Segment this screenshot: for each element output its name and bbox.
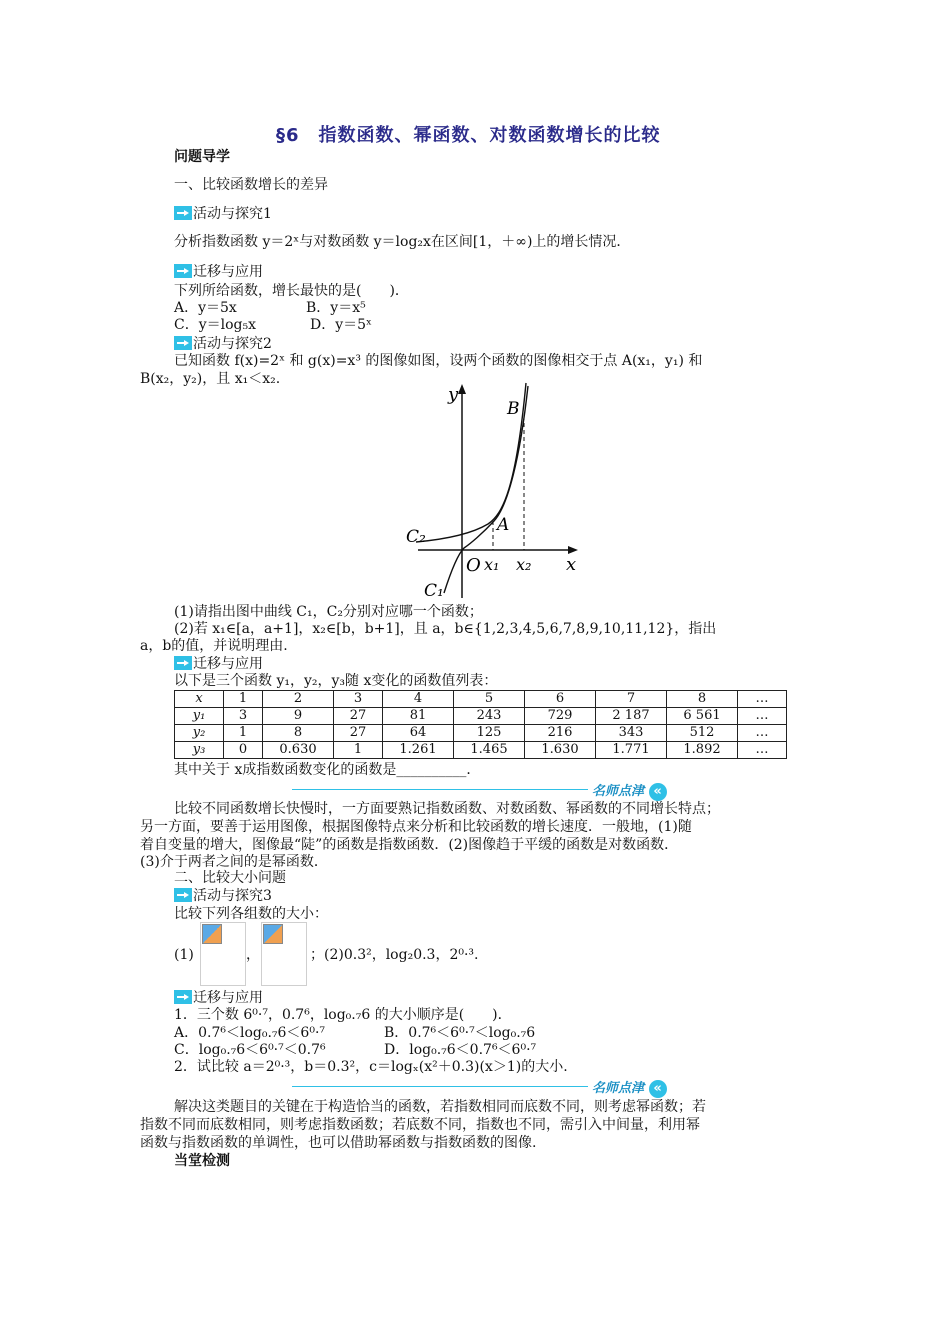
x-axis-label: x — [566, 554, 577, 575]
transfer3-q1: 1．三个数 6⁰·⁷，0.7⁶，log₀.₇6 的大小顺序是( )． — [174, 1007, 512, 1023]
table-cell: 125 — [454, 725, 525, 742]
table-cell: … — [738, 725, 787, 742]
transfer1-label: 迁移与应用 — [174, 264, 263, 280]
x-axis-arrow — [568, 546, 578, 554]
table-cell: 3 — [334, 691, 383, 708]
transfer3-q2: 2．试比较 a＝2⁰·³，b＝0.3²，c＝logₓ(x²＋0.3)(x＞1)的大小. — [174, 1059, 568, 1075]
table-cell: 1.892 — [667, 742, 738, 759]
tip1-line4: (3)介于两者之间的是幂函数． — [140, 854, 328, 870]
part2-heading: 二、比较大小问题 — [174, 870, 286, 886]
activity3-part2: ；(2)0.3²，log₂0.3，2⁰·³. — [310, 947, 479, 963]
origin-label: O — [466, 555, 481, 576]
transfer3-option-d: D．log₀.₇6＜0.7⁶＜6⁰·⁷ — [384, 1042, 537, 1058]
table-cell: y₁ — [175, 708, 224, 725]
table-cell: 5 — [454, 691, 525, 708]
broken-image-icon — [263, 924, 283, 944]
table-cell: x — [175, 691, 224, 708]
transfer3-option-c: C．log₀.₇6＜6⁰·⁷＜0.7⁶ — [174, 1042, 326, 1058]
point-b-label: B — [507, 399, 520, 419]
part1-heading: 一、比较函数增长的差异 — [174, 177, 328, 193]
table-cell: … — [738, 708, 787, 725]
table-cell: 81 — [383, 708, 454, 725]
tip1-line3: 着自变量的增大，图像最“陡”的函数是指数函数．(2)图像趋于平缓的函数是对数函数． — [140, 837, 679, 853]
tip2-line1: 解决这类题目的关键在于构造恰当的函数，若指数相同而底数不同，则考虑幂函数；若 — [174, 1099, 706, 1115]
activity3-text: 比较下列各组数的大小： — [174, 906, 328, 922]
tip-badge-2 — [592, 1077, 667, 1098]
transfer3-label: 迁移与应用 — [174, 990, 263, 1006]
c1-label: C₁ — [424, 581, 444, 601]
table-cell: 216 — [525, 725, 596, 742]
arrow-badge-icon — [174, 336, 192, 350]
tip1-line2: 另一方面，要善于运用图像，根据图像特点来分析和比较函数的增长速度．一般地，(1)随 — [140, 819, 692, 835]
table-cell: 1.630 — [525, 742, 596, 759]
activity2-q2b: a，b的值，并说明理由. — [140, 638, 288, 654]
table-cell: 27 — [334, 708, 383, 725]
table-cell: 4 — [383, 691, 454, 708]
tip-badge-text: 名师点津 — [592, 1081, 645, 1096]
y-axis-label: y — [448, 384, 459, 405]
table-cell: 1 — [334, 742, 383, 759]
table-cell: 512 — [667, 725, 738, 742]
table-cell: y₂ — [175, 725, 224, 742]
table-cell: 2 187 — [596, 708, 667, 725]
arrow-badge-icon — [174, 264, 192, 278]
activity2-q1: (1)请指出图中曲线 C₁，C₂分别对应哪一个函数； — [174, 604, 483, 620]
x1-label: x₁ — [484, 555, 500, 574]
tip1-line1: 比较不同函数增长快慢时，一方面要熟记指数函数、对数函数、幂函数的不同增长特点； — [174, 801, 720, 817]
table-cell: … — [738, 742, 787, 759]
chevron-icon: « — [649, 1080, 667, 1098]
table-cell: 1.771 — [596, 742, 667, 759]
activity3-comma: ， — [246, 947, 260, 963]
transfer1-option-a: A．y＝5x — [174, 300, 237, 316]
table-cell: 1.465 — [454, 742, 525, 759]
table-cell: 343 — [596, 725, 667, 742]
image-placeholder-1 — [200, 922, 246, 986]
table-cell: 1.261 — [383, 742, 454, 759]
table-cell: 1 — [224, 691, 263, 708]
activity2-label: 活动与探究2 — [174, 336, 272, 352]
table-cell: 64 — [383, 725, 454, 742]
values-table — [174, 690, 787, 759]
table-cell: 9 — [263, 708, 334, 725]
table-row — [175, 708, 787, 725]
tip-badge-1 — [592, 780, 667, 801]
transfer1-option-c: C．y＝log₅x — [174, 317, 256, 333]
activity2-line1: 已知函数 f(x)=2ˣ 和 g(x)=x³ 的图像如图，设两个函数的图像相交于点 A(x₁，y₁) 和 — [174, 353, 703, 369]
transfer2-after: 其中关于 x成指数函数变化的函数是__________． — [174, 762, 481, 778]
activity3-label: 活动与探究3 — [174, 888, 272, 904]
activity1-label: 活动与探究1 — [174, 206, 272, 222]
table-cell: y₃ — [175, 742, 224, 759]
activity2-line2: B(x₂，y₂)，且 x₁＜x₂. — [140, 371, 281, 387]
transfer2-intro: 以下是三个函数 y₁，y₂，y₃随 x变化的函数值列表： — [174, 673, 498, 689]
function-graph — [398, 378, 584, 602]
point-a-label: A — [497, 515, 510, 535]
transfer1-option-d: D．y＝5ˣ — [310, 317, 372, 333]
tip2-line3: 函数与指数函数的单调性，也可以借助幂函数与指数函数的图像. — [140, 1135, 537, 1151]
table-cell: 0.630 — [263, 742, 334, 759]
activity1-text: 分析指数函数 y＝2ˣ与对数函数 y＝log₂x在区间[1，＋∞)上的增长情况． — [174, 234, 631, 250]
y-axis-arrow — [458, 384, 466, 394]
table-cell: 6 561 — [667, 708, 738, 725]
image-placeholder-2 — [261, 922, 307, 986]
broken-image-icon — [202, 924, 222, 944]
table-cell: 1 — [224, 725, 263, 742]
table-cell: … — [738, 691, 787, 708]
arrow-badge-icon — [174, 656, 192, 670]
transfer1-question: 下列所给函数，增长最快的是( )． — [174, 283, 409, 299]
transfer3-option-a: A．0.7⁶＜log₀.₇6＜6⁰·⁷ — [174, 1025, 326, 1041]
tip-divider — [292, 789, 588, 790]
table-cell: 8 — [263, 725, 334, 742]
arrow-badge-icon — [174, 990, 192, 1004]
activity2-q2a: (2)若 x₁∈[a，a+1]，x₂∈[b，b+1]，且 a，b∈{1,2,3,4,5,6,7,8,9,10,11,12}，指出 — [174, 621, 717, 637]
tip-divider — [292, 1086, 588, 1087]
c2-label: C₂ — [406, 527, 426, 547]
tip-badge-text: 名师点津 — [592, 784, 645, 799]
table-row — [175, 742, 787, 759]
page-title: §6 指数函数、幂函数、对数函数增长的比较 — [276, 125, 661, 146]
arrow-badge-icon — [174, 206, 192, 220]
table-cell: 243 — [454, 708, 525, 725]
table-row — [175, 691, 787, 708]
transfer1-option-b: B．y＝x⁵ — [306, 300, 366, 316]
table-cell: 2 — [263, 691, 334, 708]
chevron-icon: « — [649, 783, 667, 801]
table-cell: 8 — [667, 691, 738, 708]
table-row — [175, 725, 787, 742]
check-heading: 当堂检测 — [174, 1153, 230, 1169]
table-cell: 7 — [596, 691, 667, 708]
activity3-part1-label: (1) — [174, 947, 194, 963]
tip2-line2: 指数不同而底数相同，则考虑指数函数；若底数不同，指数也不同，需引入中间量，利用幂 — [140, 1117, 700, 1133]
arrow-badge-icon — [174, 888, 192, 902]
table-cell: 6 — [525, 691, 596, 708]
table-cell: 0 — [224, 742, 263, 759]
transfer3-option-b: B．0.7⁶＜6⁰·⁷＜log₀.₇6 — [384, 1025, 536, 1041]
transfer2-label: 迁移与应用 — [174, 656, 263, 672]
x2-label: x₂ — [516, 555, 532, 574]
section-guide-heading: 问题导学 — [174, 149, 230, 165]
table-cell: 729 — [525, 708, 596, 725]
table-cell: 3 — [224, 708, 263, 725]
table-cell: 27 — [334, 725, 383, 742]
